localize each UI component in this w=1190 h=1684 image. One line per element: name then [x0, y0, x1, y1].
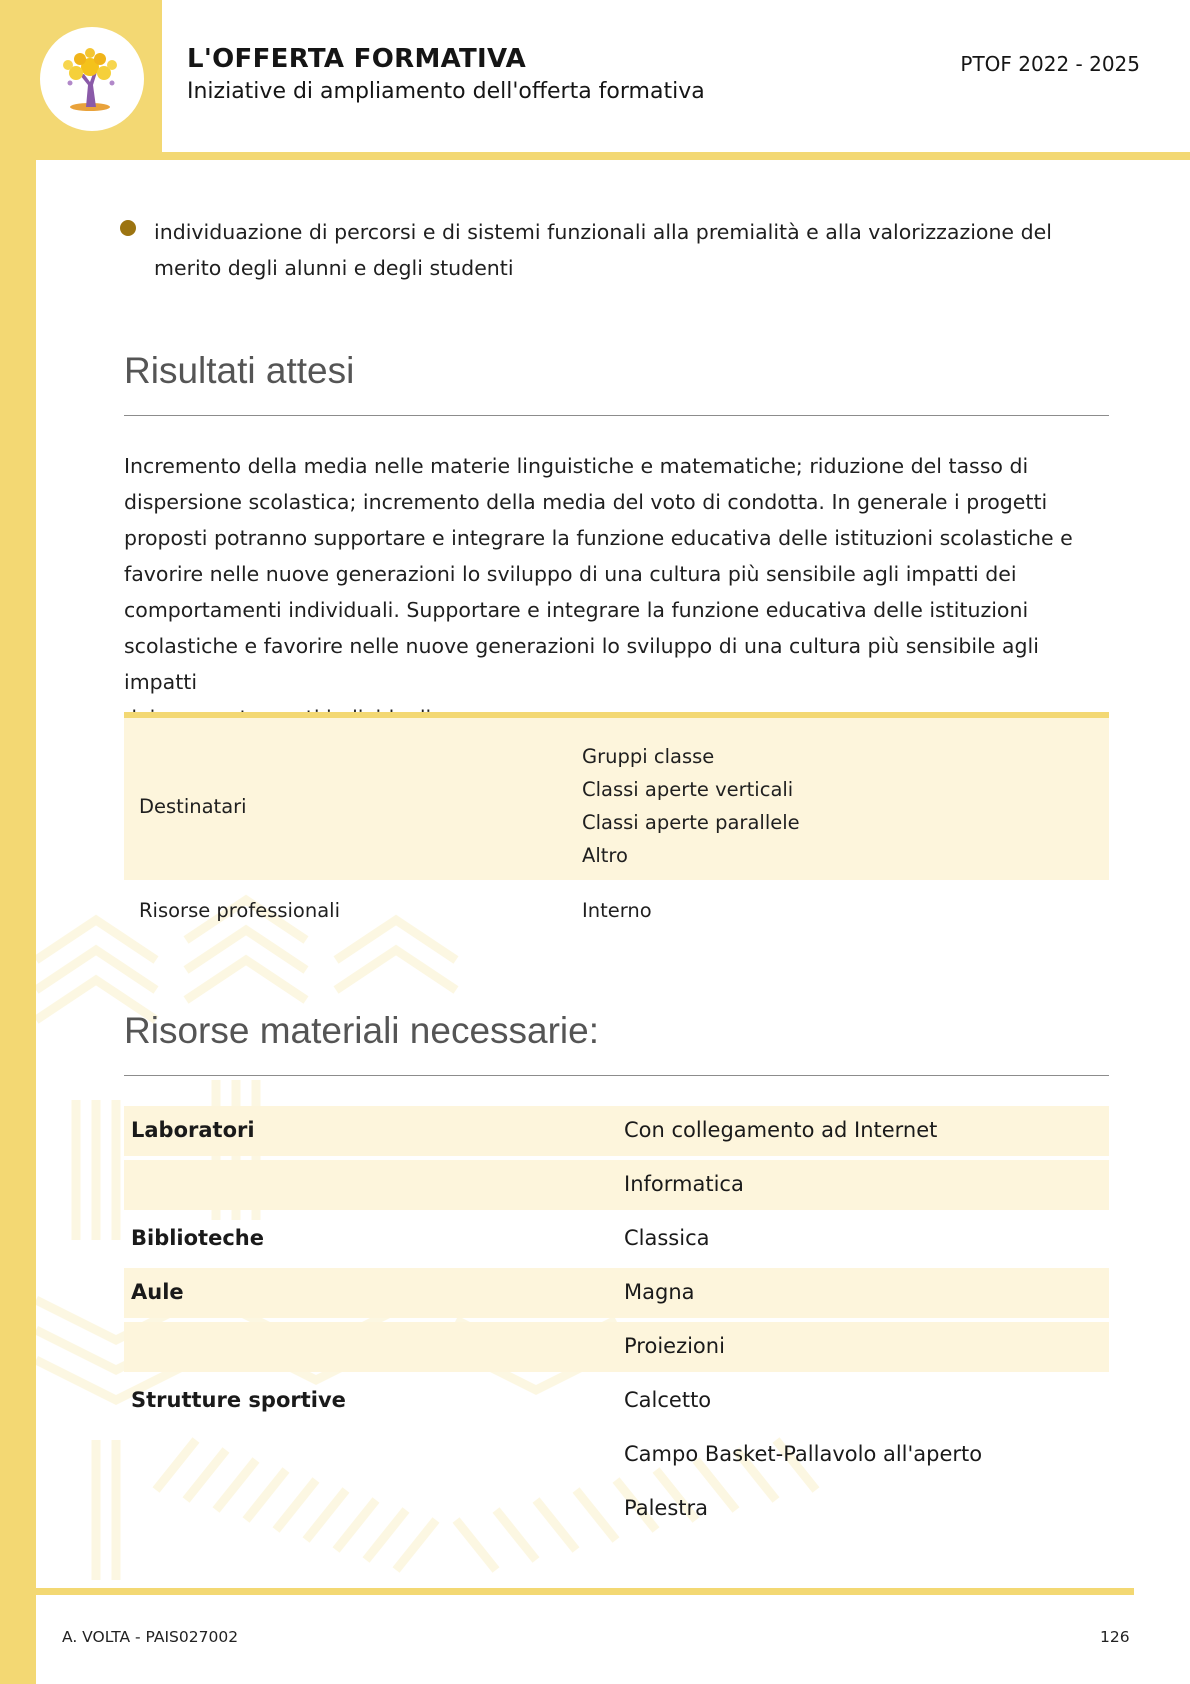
risorse-label: Risorse professionali [139, 899, 340, 922]
table-row [124, 1160, 1109, 1210]
destinatari-value: Gruppi classe [582, 745, 715, 768]
bullet-dot-icon [120, 220, 136, 236]
material-value: Campo Basket-Pallavolo all'aperto [624, 1442, 983, 1466]
material-value: Classica [624, 1226, 710, 1250]
header-divider [36, 152, 1190, 160]
table-row [124, 1268, 1109, 1318]
page-subtitle: Iniziative di ampliamento dell'offerta formativa [187, 79, 705, 104]
table-row-risorse [124, 880, 1109, 950]
paragraph-line: dispersione scolastica; incremento della media del voto di condotta. In generale i progetti [124, 490, 1048, 514]
table-row [124, 1376, 1109, 1426]
tree-logo-icon [40, 27, 144, 131]
destinatari-value: Classi aperte parallele [582, 811, 800, 834]
section-heading-results: Risultati attesi [124, 350, 355, 391]
paragraph-line: favorire nelle nuove generazioni lo sviluppo di una cultura più sensibile agli impatti dei [124, 562, 1017, 586]
ptof-label: PTOF 2022 - 2025 [960, 52, 1140, 76]
material-category: Aule [131, 1280, 184, 1304]
material-value: Con collegamento ad Internet [624, 1118, 938, 1142]
table-row [124, 1106, 1109, 1156]
destinatari-value: Classi aperte verticali [582, 778, 794, 801]
destinatari-label: Destinatari [139, 795, 247, 818]
bullet-text [154, 214, 1064, 286]
destinatari-values [582, 740, 800, 872]
table-row [124, 1214, 1109, 1264]
paragraph-line: proposti potranno supportare e integrare la funzione educativa delle istituzioni scolastiche e [124, 526, 1073, 550]
material-value: Informatica [624, 1172, 744, 1196]
materials-table [124, 1106, 1109, 1538]
footer-school-code: A. VOLTA - PAIS027002 [62, 1628, 239, 1646]
bullet-line: merito degli alunni e degli studenti [154, 256, 514, 280]
material-value: Magna [624, 1280, 695, 1304]
paragraph-line: scolastiche e favorire nelle nuove generazioni lo sviluppo di una cultura più sensibile agli impatti [124, 634, 1039, 694]
info-table [124, 712, 1109, 950]
material-value: Calcetto [624, 1388, 712, 1412]
paragraph-line: Incremento della media nelle materie linguistiche e matematiche; riduzione del tasso di [124, 454, 1029, 478]
bullet-line: individuazione di percorsi e di sistemi funzionali alla premialità e alla valorizzazione del [154, 220, 1052, 244]
table-row-destinatari [124, 718, 1109, 880]
material-value: Proiezioni [624, 1334, 725, 1358]
results-paragraph [124, 448, 1114, 736]
destinatari-value: Altro [582, 844, 628, 867]
page-number: 126 [1100, 1628, 1130, 1646]
risorse-value: Interno [582, 899, 652, 922]
section-heading-materials: Risorse materiali necessarie: [124, 1010, 600, 1051]
material-value: Palestra [624, 1496, 709, 1520]
section-divider [124, 415, 1109, 416]
table-row [124, 1484, 1109, 1534]
paragraph-line: comportamenti individuali. Supportare e integrare la funzione educativa delle istituzioni [124, 598, 1029, 622]
material-category: Laboratori [131, 1118, 255, 1142]
material-category: Strutture sportive [131, 1388, 346, 1412]
table-row [124, 1430, 1109, 1480]
page-title: L'OFFERTA FORMATIVA [187, 44, 527, 74]
material-category: Biblioteche [131, 1226, 264, 1250]
section-divider [124, 1075, 1109, 1076]
school-logo [40, 27, 144, 131]
footer-divider [36, 1588, 1134, 1595]
left-accent-band [0, 0, 36, 1684]
table-row [124, 1322, 1109, 1372]
